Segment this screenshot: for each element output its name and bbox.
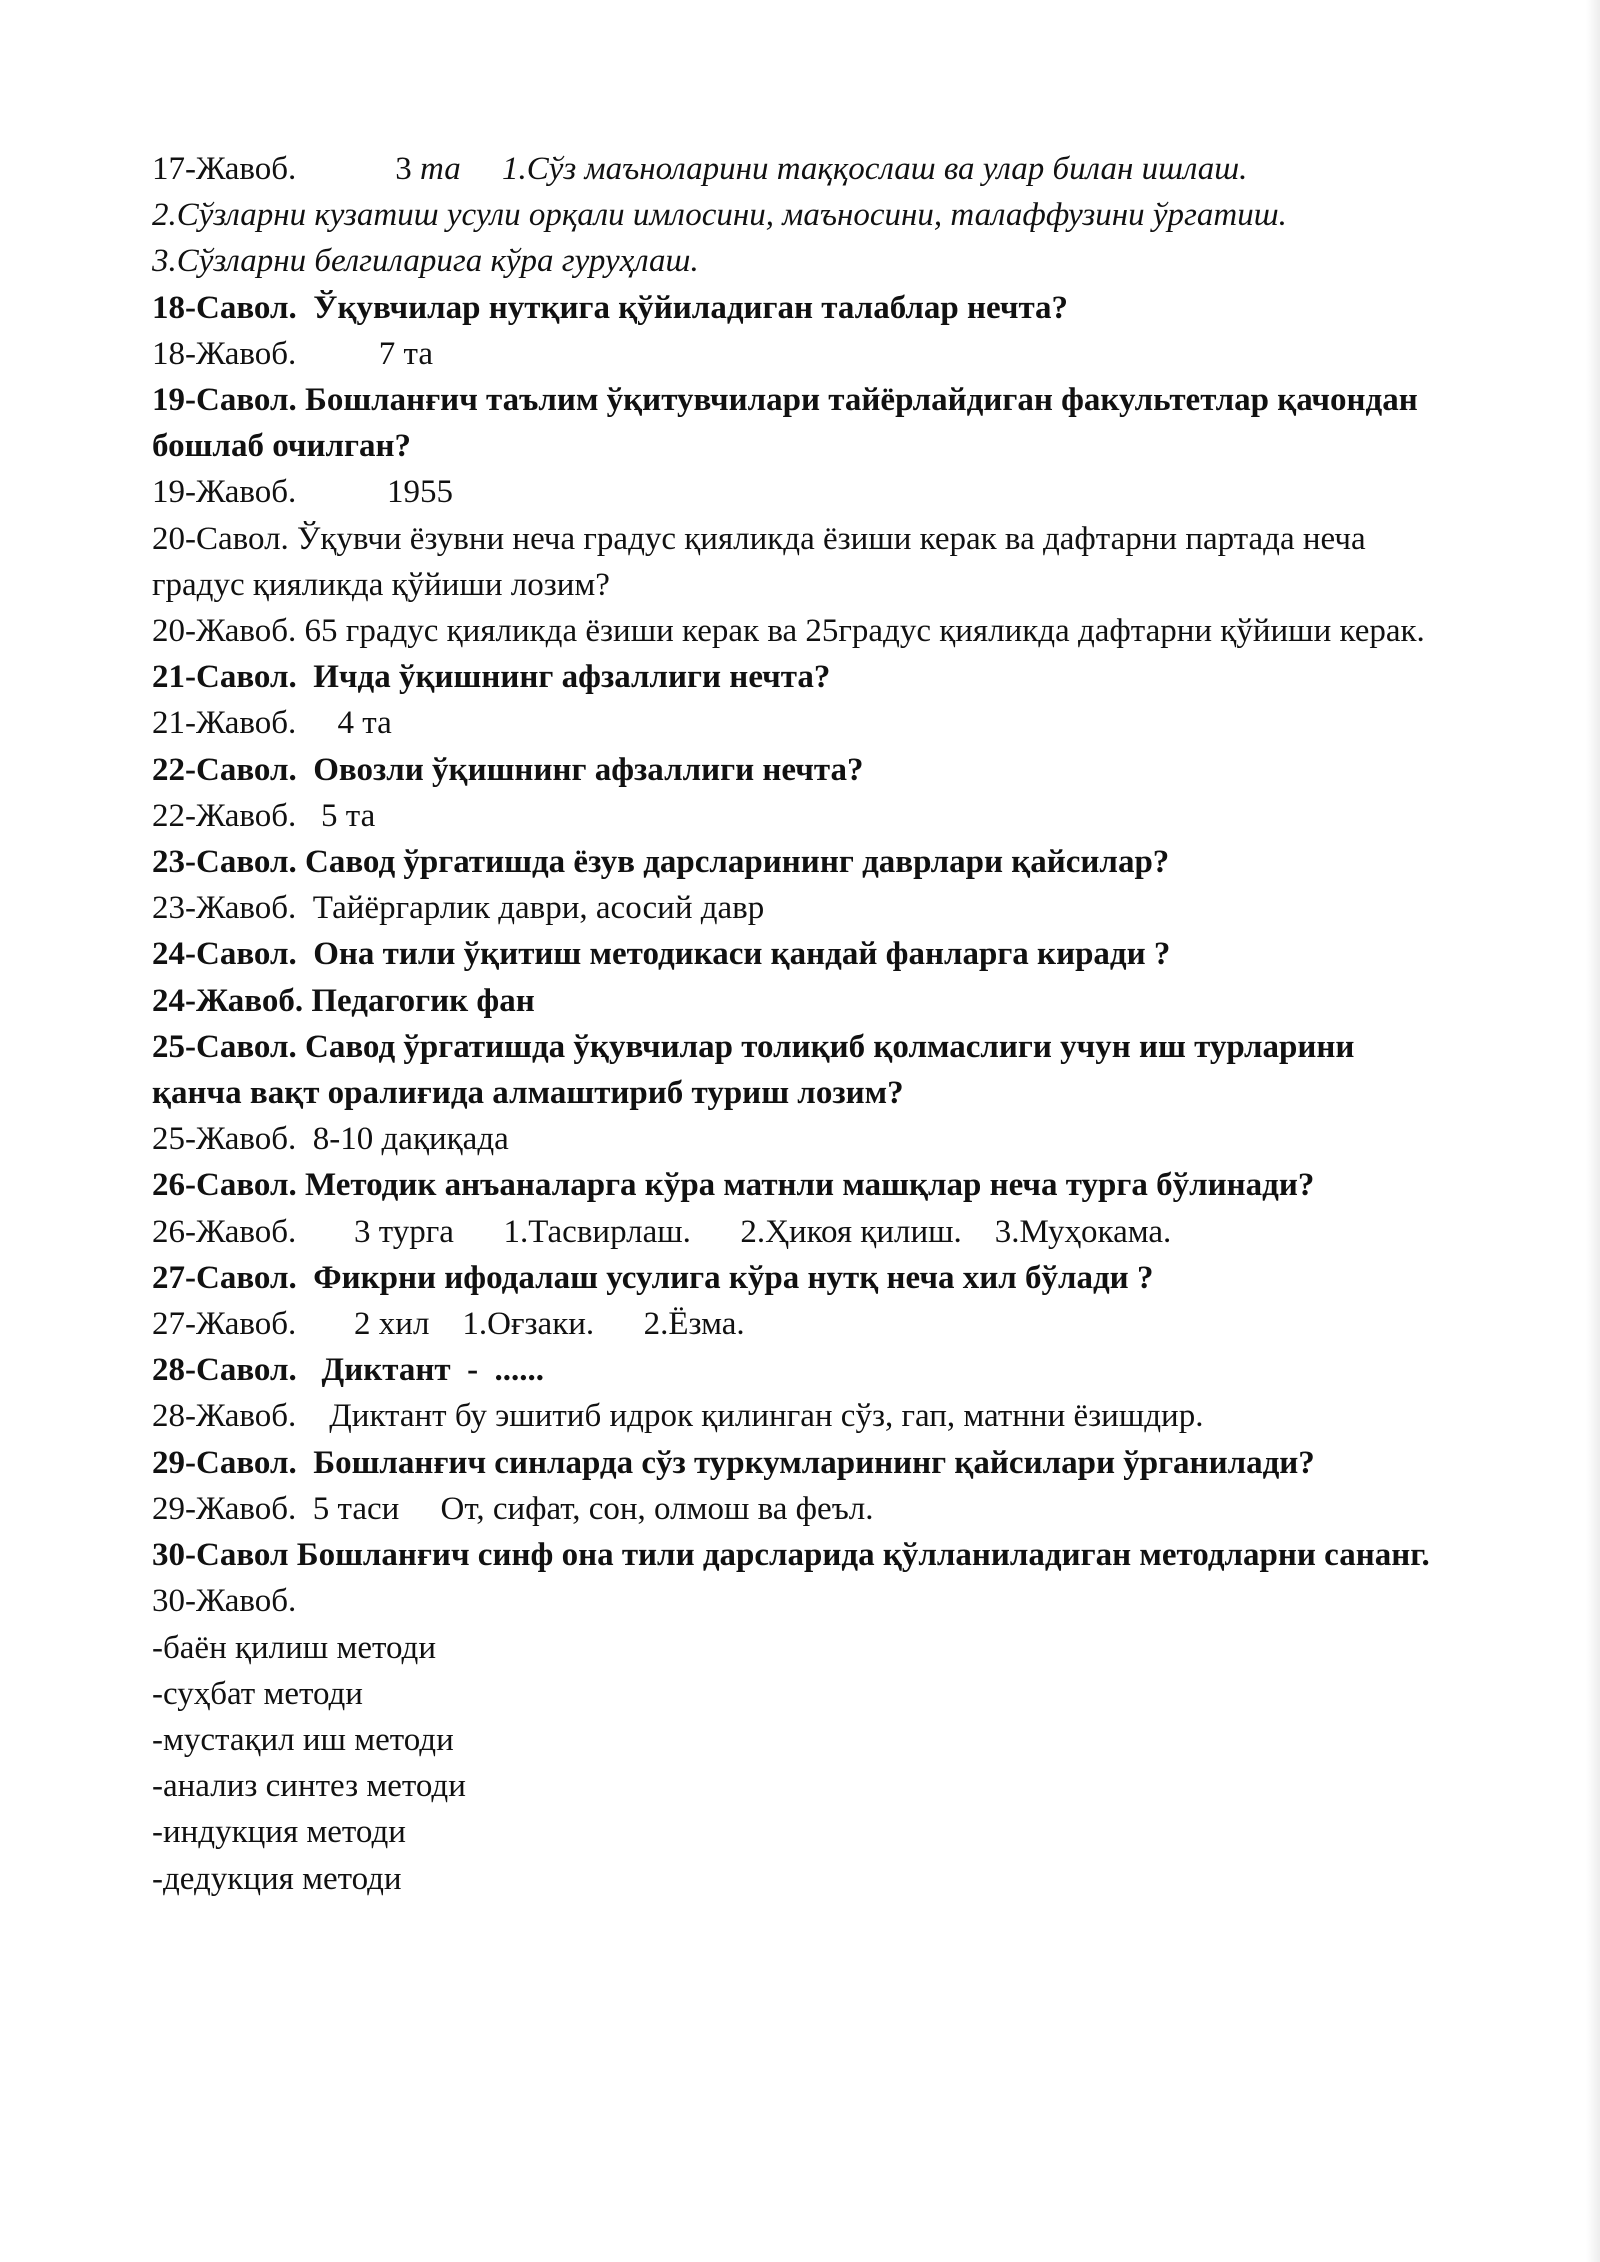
method-list-item: -суҳбат методи (152, 1675, 363, 1712)
answer-17-item1: та 1.Сўз маъноларини таққослаш ва улар билан ишлаш. (420, 151, 1248, 187)
answer-23: 23-Жавоб. Тайёргарлик даври, асосий давр (152, 890, 765, 927)
question-26: 26-Савол. Методик анъаналарга кўра матнли машқлар неча турга бўлинади? (152, 1167, 1315, 1204)
answer-20: 20-Жавоб. 65 градус қияликда ёзиши керак ва 25градус қияликда дафтарни қўйиши керак. (152, 613, 1425, 650)
answer-30-label: 30-Жавоб. (152, 1583, 297, 1620)
question-22: 22-Савол. Овозли ўқишнинг афзаллиги нечта? (152, 751, 864, 788)
question-24: 24-Савол. Она тили ўқитиш методикаси қандай фанларга киради ? (152, 936, 1171, 973)
answer-27: 27-Жавоб. 2 хил 1.Оғзаки. 2.Ёзма. (152, 1306, 745, 1343)
method-list-item: -индукция методи (152, 1814, 406, 1851)
answer-22: 22-Жавоб. 5 та (152, 797, 376, 834)
answer-19: 19-Жавоб. 1955 (152, 474, 454, 511)
answer-24: 24-Жавоб. Педагогик фан (152, 982, 535, 1019)
answer-28: 28-Жавоб. Диктант бу эшитиб идрок қилинган сўз, гап, матнни ёзишдир. (152, 1398, 1204, 1435)
question-21: 21-Савол. Ичда ўқишнинг афзаллиги нечта? (152, 659, 831, 696)
question-18: 18-Савол. Ўқувчилар нутқига қўйиладиган талаблар нечта? (152, 289, 1069, 326)
question-20: 20-Савол. Ўқувчи ёзувни неча градус қияликда ёзиши керак ва дафтарни партада неча градус қияликда қўйиши лозим? (152, 520, 1366, 603)
question-27: 27-Савол. Фикрни ифодалаш усулига кўра нутқ неча хил бўлади ? (152, 1259, 1154, 1296)
answer-25: 25-Жавоб. 8-10 дақиқада (152, 1121, 509, 1158)
method-list-item: -дедукция методи (152, 1860, 402, 1897)
question-19: 19-Савол. Бошланғич таълим ўқитувчилари тайёрлайдиган факультетлар қачондан бошлаб очилган? (152, 382, 1418, 465)
answer-17-item3: 3.Сўзларни белгиларига кўра гуруҳлаш. (152, 243, 699, 280)
answer-17-line1 (152, 146, 1452, 192)
page-edge-shadow (1586, 0, 1600, 2262)
question-28: 28-Савол. Диктант - ...... (152, 1352, 545, 1389)
answer-21: 21-Жавоб. 4 та (152, 705, 392, 742)
question-25: 25-Савол. Савод ўргатишда ўқувчилар толиқиб қолмаслиги учун иш турларини қанча вақт оралиғида алмаштириб туриш лозим? (152, 1028, 1355, 1112)
method-list-item: -мустақил иш методи (152, 1721, 454, 1758)
answer-29: 29-Жавоб. 5 таси От, сифат, сон, олмош ва феъл. (152, 1490, 874, 1527)
question-30: 30-Савол Бошланғич синф она тили дарсларида қўлланиладиган методларни сананг. (152, 1537, 1430, 1574)
document-body (152, 146, 1452, 1902)
answer-18: 18-Жавоб. 7 та (152, 335, 433, 372)
answer-26: 26-Жавоб. 3 турга 1.Тасвирлаш. 2.Ҳикоя қилиш. 3.Муҳокама. (152, 1213, 1172, 1250)
method-list-item: -баён қилиш методи (152, 1629, 436, 1666)
question-23: 23-Савол. Савод ўргатишда ёзув дарсларининг даврлари қайсилар? (152, 844, 1170, 881)
answer-17-item2: 2.Сўзларни кузатиш усули орқали имлосини, маъносини, талаффузини ўргатиш. (152, 197, 1287, 234)
answer-17-label: 17-Жавоб. 3 (152, 151, 421, 187)
question-29: 29-Савол. Бошланғич синларда сўз туркумларининг қайсилари ўрганилади? (152, 1444, 1315, 1481)
method-list-item: -анализ синтез методи (152, 1768, 466, 1805)
